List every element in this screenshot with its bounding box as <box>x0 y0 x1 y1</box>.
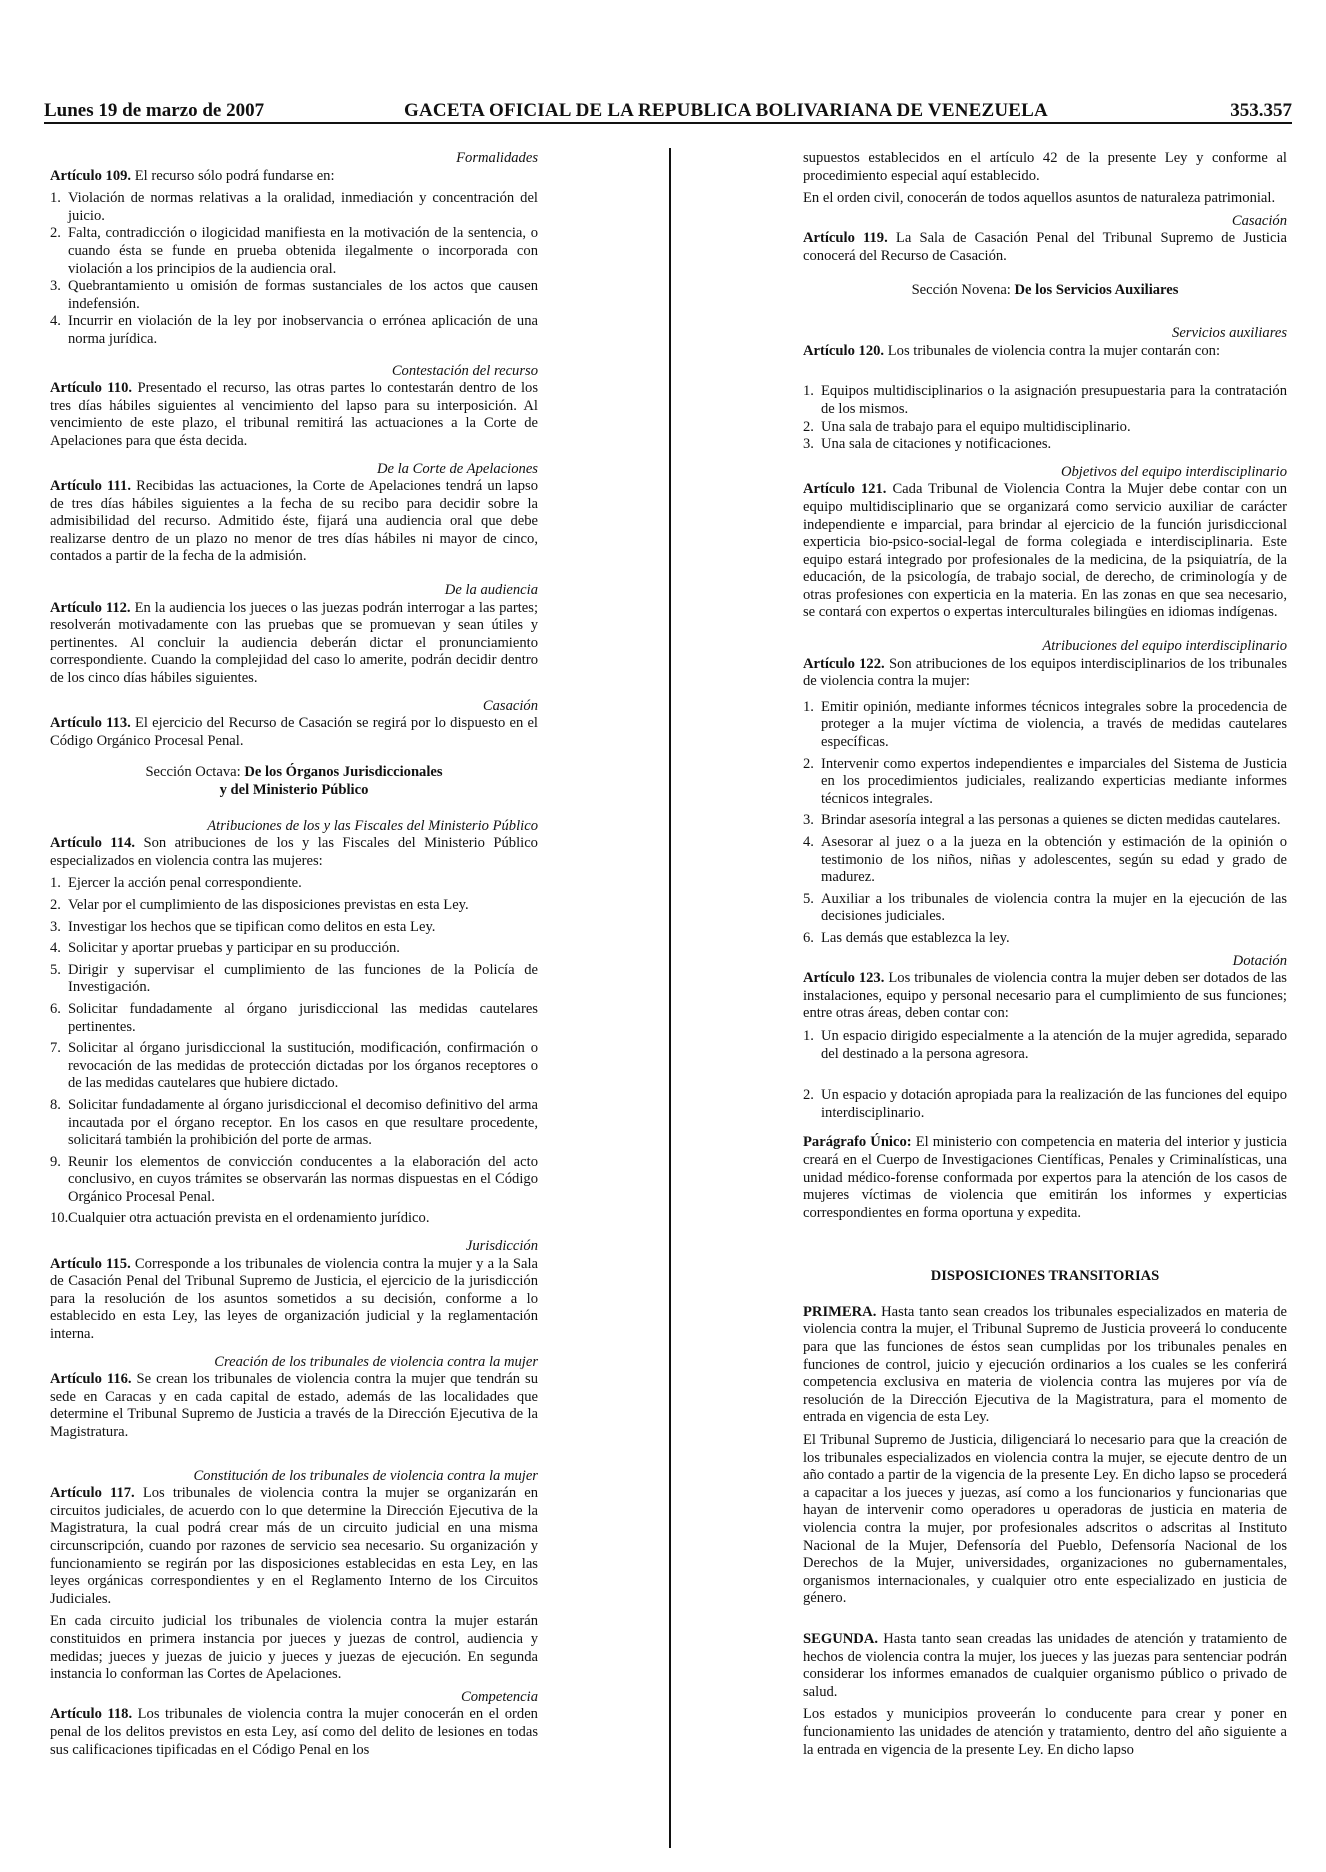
subtitle-jurisdiccion: Jurisdicción <box>465 1238 538 1255</box>
subtitle-dotacion: Dotación <box>1232 952 1287 969</box>
list-item: 1. Violación de normas relativas a la oralidad, inmediación y concentración del juicio. <box>50 190 538 224</box>
article-text: El recurso sólo podrá fundarse en: <box>134 167 335 184</box>
subtitle-objetivos: Objetivos del equipo interdisciplinario <box>1060 463 1287 480</box>
list-item: 2. Una sala de trabajo para el equipo multidisciplinario. <box>803 418 1131 435</box>
page-number: 353.357 <box>1230 100 1292 121</box>
list-item: 6. Las demás que establezca la ley. <box>803 929 1010 946</box>
list-item: 2. Velar por el cumplimiento de las disposiciones previstas en esta Ley. <box>50 896 469 913</box>
list-item: 1. Ejercer la acción penal correspondiente. <box>50 875 302 892</box>
article-120-list <box>803 383 1287 453</box>
subtitle-contestacion: Contestación del recurso <box>391 362 538 379</box>
list-item: 5. Auxiliar a los tribunales de violencia contra la mujer en la ejecución de las decisiones judiciales. <box>803 890 1287 925</box>
subtitle-constitucion: Constitución de los tribunales de violencia contra la mujer <box>193 1467 538 1484</box>
article-118-continuation: supuestos establecidos en el artículo 42 de la presente Ley y conforme al procedimiento especial aquí establecido. <box>803 150 1287 184</box>
article-109 <box>50 168 538 186</box>
disposicion-primera: PRIMERA. Hasta tanto sean creados los tribunales especializados en materia de violencia contra la mujer, el Tribunal Supremo de Justicia proveerá lo conducente para que las funciones de éstos sean cumplidas por los tribunales penales en funciones de control, juicio y ejecución ordinarios a los cuales se les conferirá competencia exclusiva en materia de violencia contra las mujeres por vía de resolución de la Dirección Ejecutiva de la Magistratura, para el momento de entrada en vigencia de esta Ley. <box>803 1303 1287 1426</box>
subtitle-corte-apelaciones: De la Corte de Apelaciones <box>376 460 538 477</box>
subtitle-formalidades: Formalidades <box>456 150 538 166</box>
list-item: 1. Emitir opinión, mediante informes técnicos integrales sobre la procedencia de proteger a la mujer víctima de violencia, a través de medidas cautelares específicas. <box>803 698 1287 751</box>
article-113: Artículo 113. El ejercicio del Recurso de Casación se regirá por lo dispuesto en el Código Orgánico Procesal Penal. <box>50 715 538 749</box>
article-114: Artículo 114. Son atribuciones de los y las Fiscales del Ministerio Público especializados en violencia contra las mujeres: <box>50 835 538 869</box>
article-122: Artículo 122. Son atribuciones de los equipos interdisciplinarios de los tribunales de violencia contra la mujer: <box>803 655 1287 690</box>
article-117: Artículo 117. Los tribunales de violencia contra la mujer se organizarán en circuitos judiciales, de acuerdo con lo que determine la Dirección Ejecutiva de la Magistratura, la cual podrá crear más de un circuito judicial en una misma circunscripción, cuando por razones de servicio sea necesario. Su organización y funcionamiento se regirán por las disposiciones establecidas en esta Ley, en las leyes orgánicas correspondientes y en el Reglamento Interno de los Circuitos Judiciales. <box>50 1485 538 1607</box>
list-item: 2. Un espacio y dotación apropiada para la realización de las funciones del equipo interdisciplinario. <box>803 1087 1287 1121</box>
subtitle-fiscales: Atribuciones de los y las Fiscales del Ministerio Público <box>207 817 538 834</box>
issue-date: Lunes 19 de marzo de 2007 <box>44 100 265 121</box>
article-114-list <box>50 875 538 1228</box>
article-116: Artículo 116. Se crean los tribunales de violencia contra la mujer que tendrán su sede en Caracas y en cada capital de estado, además de las localidades que determine el Tribunal Supremo de Justicia a través de la Dirección Ejecutiva de la Magistratura. <box>50 1371 538 1440</box>
page-header <box>44 100 1292 124</box>
article-110: Artículo 110. Presentado el recurso, las otras partes lo contestarán dentro de los tres días hábiles siguientes al vencimiento del lapso para su interposición. Al vencimiento de este plazo, el tribunal remitirá las actuaciones a la Corte de Apelaciones para que ésta decida. <box>50 380 539 449</box>
list-item: 10. Cualquier otra actuación prevista en el ordenamiento jurídico. <box>50 1210 430 1227</box>
subtitle-audiencia: De la audiencia <box>444 582 538 599</box>
subtitle-competencia: Competencia <box>460 1688 538 1705</box>
subtitle-servicios: Servicios auxiliares <box>1172 325 1287 342</box>
list-item: 4. Asesorar al juez o a la jueza en la obtención y estimación de la opinión o testimonio de los niños, niñas y adolescentes, según su edad y grado de madurez. <box>803 834 1287 886</box>
list-item: 5. Dirigir y supervisar el cumplimiento de las funciones de la Policía de Investigación. <box>50 961 538 996</box>
article-label: Artículo 109. <box>50 167 132 184</box>
left-column <box>50 150 538 1764</box>
column-divider <box>669 148 671 1848</box>
subtitle-creacion: Creación de los tribunales de violencia contra la mujer <box>214 1353 538 1370</box>
list-item: 3. Investigar los hechos que se tipifican como delitos en esta Ley. <box>50 918 436 935</box>
gazette-title: GACETA OFICIAL DE LA REPUBLICA BOLIVARIANA DE VENEZUELA <box>404 100 1048 121</box>
article-112: Artículo 112. En la audiencia los jueces o las juezas podrán interrogar a las partes; resolverán motivadamente con las pruebas que se promuevan y sean útiles y pertinentes. Al concluir la audiencia deberán dictar el pronunciamiento correspondiente. Cuando la complejidad del caso lo amerite, podrán decidir dentro de los cinco días hábiles siguientes. <box>50 599 539 687</box>
disposicion-primera-paragraph: El Tribunal Supremo de Justicia, diligenciará lo necesario para que la creación de los tribunales especializados en violencia contra la mujer, se ejecute dentro de un año contado a partir de la vigencia de la presente Ley. En dicho lapso se procederá a capacitar a los jueces y juezas, así como a los funcionarios y funcionarias que hayan de intervenir como operadores u operadoras de justicia en materia de violencia contra la mujer, por profesionales adscritos o adscritas al Instituto Nacional de la Mujer, Defensoría del Pueblo, Defensoría Nacional de los Derechos de la Mujer, universidades, organizaciones no gubernamentales, organismos internacionales, y cualquier otro ente especializado en justicia de género. <box>803 1432 1287 1607</box>
article-121: Artículo 121. Cada Tribunal de Violencia Contra la Mujer debe contar con un equipo multidisciplinario que se organizará como servicio auxiliar de carácter independiente e imparcial, para brindar al ejercicio de la función jurisdiccional experticia bio-psico-social-legal de forma colegiada e interdisciplinaria. Este equipo estará integrado por profesionales de la medicina, de la psiquiatría, de la educación, de la psicología, de trabajo social, de derecho, de criminología y de otras profesiones con experticia en la materia. En las zonas en que sea necesario, se contará con expertos o expertas interculturales bilingües en idiomas indígenas. <box>803 481 1287 621</box>
paragrafo-unico: Parágrafo Único: El ministerio con competencia en materia del interior y justicia creará en el Cuerpo de Investigaciones Científicas, Penales y Criminalísticas, una unidad médico-forense conformada por expertos para la atención de los casos de mujeres víctimas de violencia que emitirán los informes y experticias correspondientes en forma oportuna y expedita. <box>803 1134 1287 1221</box>
article-123: Artículo 123. Los tribunales de violencia contra la mujer deben ser dotados de las instalaciones, equipo y personal necesario para el cumplimiento de sus funciones; entre otras áreas, deben contar con: <box>803 970 1287 1022</box>
disposicion-segunda: SEGUNDA. Hasta tanto sean creadas las unidades de atención y tratamiento de hechos de violencia contra la mujer, los jueces y las juezas para sentenciar podrán considerar los informes emanados de cualquier organismo público o privado de salud. <box>803 1630 1287 1700</box>
section-novena-heading: Sección Novena: De los Servicios Auxiliares <box>911 281 1179 298</box>
subtitle-casacion: Casación <box>482 697 538 714</box>
right-column <box>803 150 1287 1764</box>
article-119: Artículo 119. La Sala de Casación Penal del Tribunal Supremo de Justicia conocerá del Recurso de Casación. <box>803 230 1288 264</box>
article-123-list <box>803 1028 1287 1122</box>
article-118-civil: En el orden civil, conocerán de todos aquellos asuntos de naturaleza patrimonial. <box>803 190 1276 207</box>
article-111: Artículo 111. Recibidas las actuaciones, la Corte de Apelaciones tendrá un lapso de tres días hábiles siguientes a la fecha de su recibo para decidir sobre la admisibilidad del recurso. Admitido éste, fijará una audiencia oral que debe realizarse dentro de un plazo no menor de tres días hábiles ni mayor de cinco, contados a partir de la fecha de la admisión. <box>50 478 538 565</box>
article-122-list <box>803 699 1287 948</box>
list-item: 8. Solicitar fundadamente al órgano jurisdiccional el decomiso definitivo del arma incautada por el órgano receptor. En los casos en que resultare procedente, solicitará también la prohibición del porte de armas. <box>50 1096 538 1149</box>
list-item: 3. Una sala de citaciones y notificaciones. <box>803 436 1052 453</box>
list-item: 3. Brindar asesoría integral a las personas a quienes se dicten medidas cautelares. <box>803 812 1281 829</box>
disposicion-segunda-paragraph: Los estados y municipios proveerán lo conducente para crear y poner en funcionamiento las unidades de atención y tratamiento, dentro del año siguiente a la entrada en vigencia de la presente Ley. En dicho lapso <box>803 1706 1287 1758</box>
subtitle-casacion-119: Casación <box>1231 212 1287 229</box>
article-109-list <box>50 190 538 348</box>
list-item: 4. Incurrir en violación de la ley por inobservancia o errónea aplicación de una norma jurídica. <box>50 313 538 347</box>
list-item: 2. Falta, contradicción o ilogicidad manifiesta en la motivación de la sentencia, o cuando ésta se funde en prueba obtenida ilegalmente o incorporada con violación a los principios de la audiencia oral. <box>50 225 538 277</box>
article-118: Artículo 118. Los tribunales de violencia contra la mujer conocerán en el orden penal de los delitos previstos en esta Ley, así como del delito de lesiones en todas sus calificaciones tipificadas en el Código Penal en los <box>50 1706 538 1758</box>
list-item: 1. Un espacio dirigido especialmente a la atención de la mujer agredida, separado del destinado a la persona agresora. <box>803 1027 1287 1062</box>
list-item: 7. Solicitar al órgano jurisdiccional la sustitución, modificación, confirmación o revocación de las medidas de protección dictadas por los órganos receptores o de las medidas cautelares que hubiere dictado. <box>50 1040 538 1092</box>
article-115: Artículo 115. Corresponde a los tribunales de violencia contra la mujer y a la Sala de Casación Penal del Tribunal Supremo de Justicia, el ejercicio de la jurisdicción para la resolución de los asuntos sometidos a su decisión, conforme a lo establecido en esta Ley, las leyes de organización judicial y la reglamentación interna. <box>50 1255 539 1343</box>
list-item: 2. Intervenir como expertos independientes e imparciales del Sistema de Justicia en los procedimientos judiciales, realizando experticias mediante informes técnicos integrales. <box>803 755 1287 807</box>
subtitle-atribuciones-equipo: Atribuciones del equipo interdisciplinario <box>1042 638 1287 655</box>
disposiciones-transitorias-heading: DISPOSICIONES TRANSITORIAS <box>930 1268 1160 1285</box>
article-117-paragraph: En cada circuito judicial los tribunales de violencia contra la mujer estarán constituidos en primera instancia por jueces y juezas de control, audiencia y medidas; jueces y juezas de juicio y jueces y juezas de ejecución. En segunda instancia lo conforman las Cortes de Apelaciones. <box>50 1613 538 1683</box>
section-octava-heading: Sección Octava: De los Órganos Jurisdiccionales y del Ministerio Público <box>145 764 443 798</box>
list-item: 4. Solicitar y aportar pruebas y participar en su producción. <box>50 940 400 957</box>
list-item: 1. Equipos multidisciplinarios o la asignación presupuestaria para la contratación de los mismos. <box>803 383 1287 417</box>
list-item: 9. Reunir los elementos de convicción conducentes a la elaboración del acto conclusivo, en cuyos trámites se observarán las normas dispuestas en el Código Orgánico Procesal Penal. <box>50 1153 538 1205</box>
article-120: Artículo 120. Los tribunales de violencia contra la mujer contarán con: <box>803 342 1221 359</box>
list-item: 3. Quebrantamiento u omisión de formas sustanciales de los actos que causen indefensión. <box>50 278 538 312</box>
list-item: 6. Solicitar fundadamente al órgano jurisdiccional las medidas cautelares pertinentes. <box>50 1000 538 1035</box>
